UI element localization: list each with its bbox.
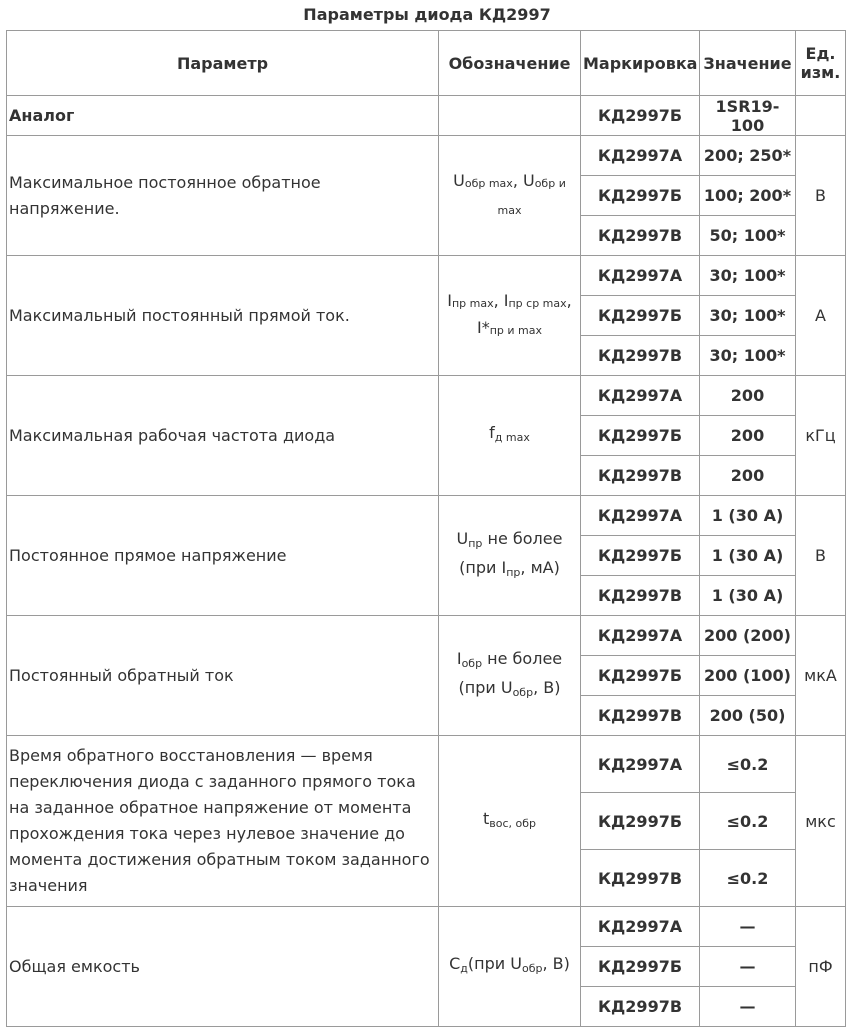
analog-value: 1SR19-100 <box>700 96 796 136</box>
mark-cell: КД2997В <box>581 216 700 256</box>
mark-cell: КД2997А <box>581 616 700 656</box>
unit-cell: мкА <box>796 616 846 736</box>
value-cell: ≤0.2 <box>700 793 796 850</box>
value-cell: 30; 100* <box>700 256 796 296</box>
param-symbol: $U_{пр}$ не более (при $I_{пр}$, мА) <box>439 496 581 616</box>
analog-mark: КД2997Б <box>581 96 700 136</box>
table-row <box>7 376 846 416</box>
unit-cell: пФ <box>796 907 846 1027</box>
mark-cell: КД2997Б <box>581 536 700 576</box>
value-cell: — <box>700 907 796 947</box>
value-cell: 200 (100) <box>700 656 796 696</box>
value-cell: 1 (30 А) <box>700 576 796 616</box>
value-cell: ≤0.2 <box>700 736 796 793</box>
header-unit: Ед. изм. <box>796 31 846 96</box>
value-cell: 200; 250* <box>700 136 796 176</box>
param-name: Постоянное прямое напряжение <box>7 496 439 616</box>
value-cell: — <box>700 947 796 987</box>
param-symbol: $I_{обр}$ не более (при $U_{обр}$, В) <box>439 616 581 736</box>
value-cell: 50; 100* <box>700 216 796 256</box>
param-symbol: $t_{вос, обр}$ <box>439 736 581 907</box>
param-symbol: $С_д(при$ $U_{обр}$, В) <box>439 907 581 1027</box>
mark-cell: КД2997Б <box>581 416 700 456</box>
value-cell: 30; 100* <box>700 336 796 376</box>
param-symbol: $U_{обр max}$, $U_{обр и max}$ <box>439 136 581 256</box>
mark-cell: КД2997А <box>581 907 700 947</box>
value-cell: 200 <box>700 456 796 496</box>
table-title: Параметры диода КД2997 <box>303 5 551 24</box>
unit-cell: В <box>796 496 846 616</box>
value-cell: 1 (30 А) <box>700 496 796 536</box>
mark-cell: КД2997А <box>581 256 700 296</box>
value-cell: 30; 100* <box>700 296 796 336</box>
mark-cell: КД2997В <box>581 456 700 496</box>
param-symbol: $f_{д max}$ <box>439 376 581 496</box>
param-name: Максимальное постоянное обратное напряжение. <box>7 136 439 256</box>
mark-cell: КД2997В <box>581 336 700 376</box>
value-cell: 1 (30 А) <box>700 536 796 576</box>
param-name: Максимальный постоянный прямой ток. <box>7 256 439 376</box>
param-name: Максимальная рабочая частота диода <box>7 376 439 496</box>
table-row <box>7 136 846 176</box>
mark-cell: КД2997В <box>581 987 700 1027</box>
table-header-row <box>7 31 846 96</box>
value-cell: 100; 200* <box>700 176 796 216</box>
value-cell: 200 <box>700 376 796 416</box>
mark-cell: КД2997Б <box>581 296 700 336</box>
value-cell: — <box>700 987 796 1027</box>
header-mark: Маркировка <box>581 31 700 96</box>
mark-cell: КД2997В <box>581 850 700 907</box>
header-value: Значение <box>700 31 796 96</box>
analog-label: Аналог <box>7 96 439 136</box>
param-name: Постоянный обратный ток <box>7 616 439 736</box>
param-name: Общая емкость <box>7 907 439 1027</box>
table-row <box>7 616 846 656</box>
table-row <box>7 907 846 947</box>
mark-cell: КД2997В <box>581 576 700 616</box>
header-symbol: Обозначение <box>439 31 581 96</box>
diode-parameters-table <box>6 30 846 1027</box>
value-cell: 200 (200) <box>700 616 796 656</box>
mark-cell: КД2997А <box>581 136 700 176</box>
value-cell: 200 <box>700 416 796 456</box>
mark-cell: КД2997А <box>581 736 700 793</box>
analog-unit <box>796 96 846 136</box>
unit-cell: А <box>796 256 846 376</box>
header-param: Параметр <box>7 31 439 96</box>
mark-cell: КД2997А <box>581 496 700 536</box>
table-row <box>7 256 846 296</box>
unit-cell: В <box>796 136 846 256</box>
mark-cell: КД2997В <box>581 696 700 736</box>
unit-cell: мкс <box>796 736 846 907</box>
table-row <box>7 496 846 536</box>
mark-cell: КД2997Б <box>581 656 700 696</box>
value-cell: ≤0.2 <box>700 850 796 907</box>
value-cell: 200 (50) <box>700 696 796 736</box>
param-symbol: $I_{пр max}$, $I_{пр ср max}$, $I*_{пр и max}$ <box>439 256 581 376</box>
mark-cell: КД2997Б <box>581 176 700 216</box>
mark-cell: КД2997Б <box>581 793 700 850</box>
mark-cell: КД2997Б <box>581 947 700 987</box>
analog-symbol <box>439 96 581 136</box>
unit-cell: кГц <box>796 376 846 496</box>
param-name: Время обратного восстановления — время переключения диода с заданного прямого тока на заданное обратное напряжение от момента прохождения тока через нулевое значение до момента достижения обратным током заданного значения <box>7 736 439 907</box>
table-row <box>7 736 846 793</box>
mark-cell: КД2997А <box>581 376 700 416</box>
table-row-analog <box>7 96 846 136</box>
